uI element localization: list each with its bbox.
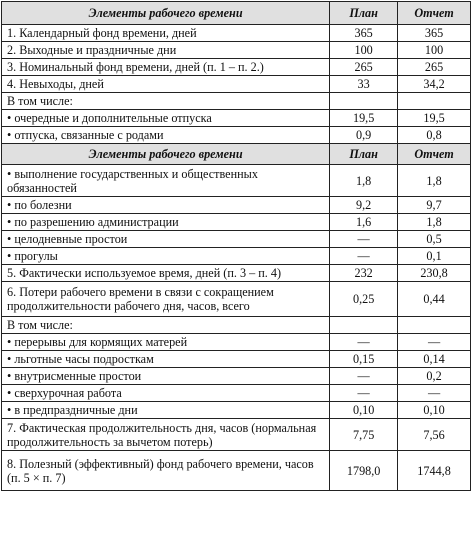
- row-label: 4. Невыходы, дней: [2, 76, 330, 93]
- row-label: • прогулы: [2, 248, 330, 265]
- table-row: [2, 231, 471, 248]
- row-report: 0,5: [398, 231, 471, 248]
- row-label: • целодневные простои: [2, 231, 330, 248]
- row-plan: 100: [330, 42, 398, 59]
- table-row: [2, 76, 471, 93]
- row-plan: 0,9: [330, 127, 398, 144]
- table-row: [2, 59, 471, 76]
- row-plan: 1,8: [330, 165, 398, 197]
- row-report: 365: [398, 25, 471, 42]
- table-row: [2, 93, 471, 110]
- row-report: 1,8: [398, 165, 471, 197]
- header-elements: Элементы рабочего времени: [2, 2, 330, 25]
- row-report: [398, 317, 471, 334]
- row-label: 1. Календарный фонд времени, дней: [2, 25, 330, 42]
- row-label: • сверхурочная работа: [2, 385, 330, 402]
- row-report: 0,10: [398, 402, 471, 419]
- table-row: [2, 368, 471, 385]
- row-label: 8. Полезный (эффективный) фонд рабочего времени, часов (п. 5 × п. 7): [2, 451, 330, 491]
- row-label: • перерывы для кормящих матерей: [2, 334, 330, 351]
- row-report: 230,8: [398, 265, 471, 282]
- row-label: • очередные и дополнительные отпуска: [2, 110, 330, 127]
- table-row: [2, 165, 471, 197]
- row-label: • по болезни: [2, 197, 330, 214]
- table-row: [2, 402, 471, 419]
- header-report: Отчет: [398, 144, 471, 165]
- table-row: [2, 265, 471, 282]
- row-label: 2. Выходные и праздничные дни: [2, 42, 330, 59]
- work-time-table: [1, 1, 471, 491]
- row-plan: —: [330, 248, 398, 265]
- table-row: [2, 451, 471, 491]
- row-label: • отпуска, связанные с родами: [2, 127, 330, 144]
- table-row: [2, 42, 471, 59]
- row-plan: 7,75: [330, 419, 398, 451]
- table-row: [2, 419, 471, 451]
- row-label: • внутрисменные простои: [2, 368, 330, 385]
- row-report: 0,44: [398, 282, 471, 317]
- row-plan: —: [330, 231, 398, 248]
- row-report: 19,5: [398, 110, 471, 127]
- row-label: • в предпраздничные дни: [2, 402, 330, 419]
- row-plan: 0,10: [330, 402, 398, 419]
- table-row: [2, 351, 471, 368]
- row-report: [398, 93, 471, 110]
- row-report: 0,14: [398, 351, 471, 368]
- table-header-row-repeat: [2, 144, 471, 165]
- row-report: 34,2: [398, 76, 471, 93]
- row-report: 0,8: [398, 127, 471, 144]
- table-row: [2, 385, 471, 402]
- row-report: —: [398, 334, 471, 351]
- header-plan: План: [330, 144, 398, 165]
- row-plan: 365: [330, 25, 398, 42]
- row-report: 0,2: [398, 368, 471, 385]
- table-row: [2, 127, 471, 144]
- header-plan: План: [330, 2, 398, 25]
- table-row: [2, 334, 471, 351]
- row-label: 7. Фактическая продолжительность дня, часов (нормальная продолжительность за вычетом потерь): [2, 419, 330, 451]
- row-label: • выполнение государственных и общественных обязанностей: [2, 165, 330, 197]
- row-report: 1,8: [398, 214, 471, 231]
- row-label: 5. Фактически используемое время, дней (п. 3 – п. 4): [2, 265, 330, 282]
- row-report: 1744,8: [398, 451, 471, 491]
- table-row: [2, 248, 471, 265]
- row-report: 100: [398, 42, 471, 59]
- row-plan: [330, 93, 398, 110]
- row-label: • по разрешению администрации: [2, 214, 330, 231]
- row-report: 7,56: [398, 419, 471, 451]
- row-report: —: [398, 385, 471, 402]
- table-row: [2, 282, 471, 317]
- table-row: [2, 317, 471, 334]
- header-elements: Элементы рабочего времени: [2, 144, 330, 165]
- table-header-row: [2, 2, 471, 25]
- row-plan: 232: [330, 265, 398, 282]
- row-plan: [330, 317, 398, 334]
- row-report: 265: [398, 59, 471, 76]
- row-plan: 1,6: [330, 214, 398, 231]
- row-plan: 19,5: [330, 110, 398, 127]
- row-label: 3. Номинальный фонд времени, дней (п. 1 – п. 2.): [2, 59, 330, 76]
- row-plan: 9,2: [330, 197, 398, 214]
- row-label: В том числе:: [2, 317, 330, 334]
- header-report: Отчет: [398, 2, 471, 25]
- table-row: [2, 214, 471, 231]
- row-report: 9,7: [398, 197, 471, 214]
- row-label: В том числе:: [2, 93, 330, 110]
- row-plan: 33: [330, 76, 398, 93]
- row-plan: —: [330, 385, 398, 402]
- row-plan: 0,25: [330, 282, 398, 317]
- row-label: • льготные часы подросткам: [2, 351, 330, 368]
- table-row: [2, 110, 471, 127]
- row-plan: 1798,0: [330, 451, 398, 491]
- row-report: 0,1: [398, 248, 471, 265]
- row-plan: 265: [330, 59, 398, 76]
- table-row: [2, 25, 471, 42]
- table-row: [2, 197, 471, 214]
- row-plan: 0,15: [330, 351, 398, 368]
- row-label: 6. Потери рабочего времени в связи с сокращением продолжительности рабочего дня, часов, всего: [2, 282, 330, 317]
- row-plan: —: [330, 334, 398, 351]
- row-plan: —: [330, 368, 398, 385]
